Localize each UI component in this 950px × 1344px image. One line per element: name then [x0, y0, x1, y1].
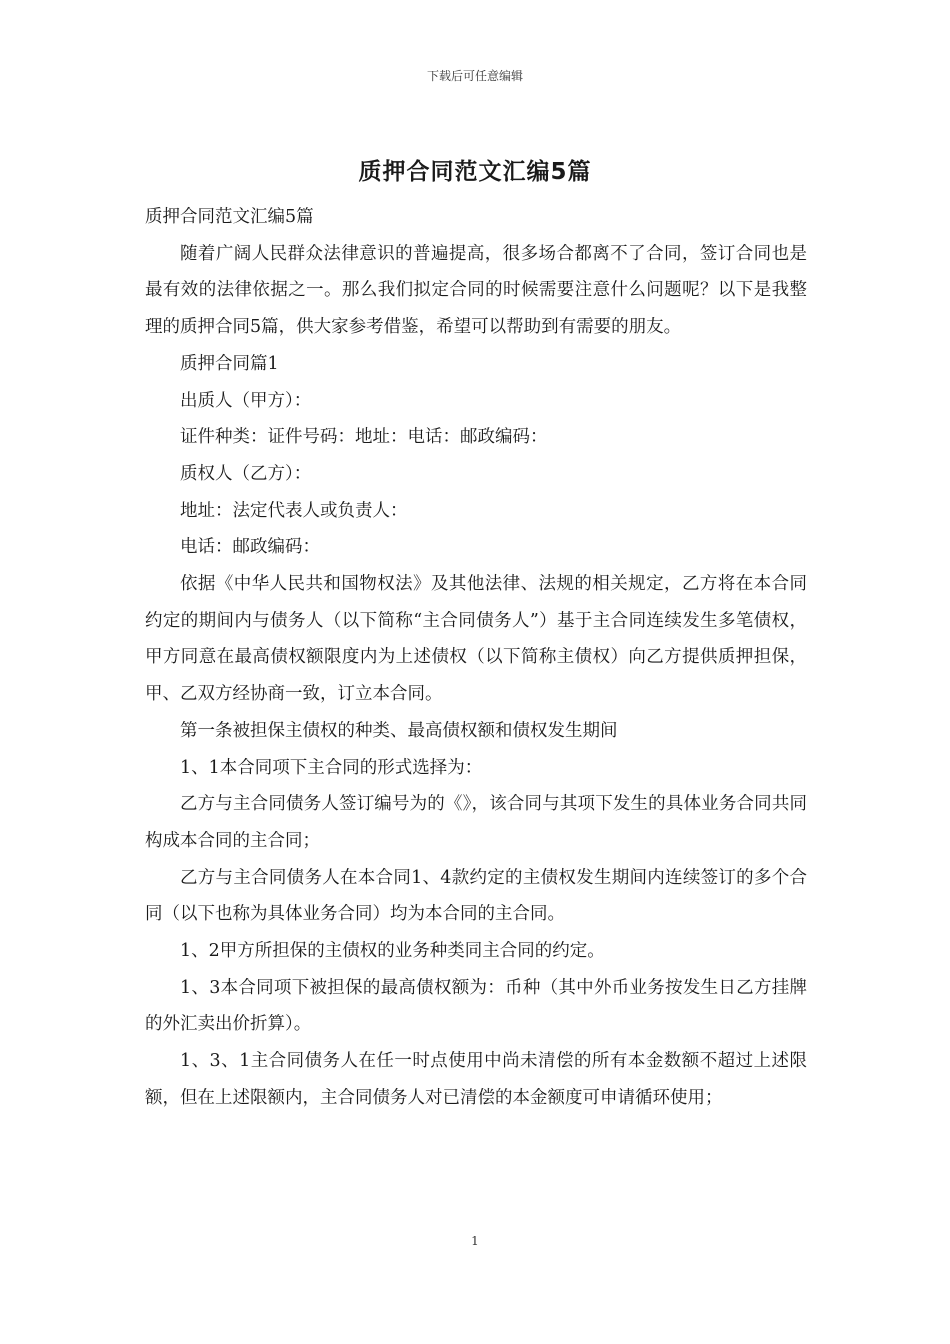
pledgor-line: 出质人（甲方）：	[180, 390, 312, 411]
page-header-note: 下载后可任意编辑	[426, 69, 523, 83]
clause-1-2: 1、2甲方所担保的主债权的业务种类同主合同的约定。	[180, 941, 605, 962]
document-body	[145, 199, 807, 1117]
intro-paragraph: 随着广阔人民群众法律意识的普遍提高，很多场合都离不了合同，签订合同也是最有效的法律依据之一。那么我们拟定合同的时候需要注意什么问题呢？以下是我整理的质押合同5篇，供大家参考借鉴，希望可以帮助到有需要的朋友。	[145, 243, 807, 338]
article-one-heading: 第一条被担保主债权的种类、最高债权额和债权发生期间	[180, 720, 618, 741]
pledgee-phone-line: 电话：邮政编码：	[180, 537, 320, 558]
clause-1-3: 1、3本合同项下被担保的最高债权额为：币种（其中外币业务按发生日乙方挂牌的外汇卖出价折算）。	[145, 977, 807, 1035]
subtitle-paragraph: 质押合同范文汇编5篇	[145, 207, 314, 227]
pledgee-line: 质权人（乙方）：	[180, 463, 312, 484]
document-title: 质押合同范文汇编5篇	[358, 159, 592, 185]
pledgee-address-line: 地址：法定代表人或负责人：	[180, 500, 408, 521]
pledgor-details-line: 证件种类：证件号码：地址：电话：邮政编码：	[180, 427, 548, 448]
section-heading: 质押合同篇1	[180, 353, 279, 374]
clause-1-1-option-b: 乙方与主合同债务人在本合同1、4款约定的主债权发生期间内连续签订的多个合同（以下也称为具体业务合同）均为本合同的主合同。	[145, 867, 807, 925]
basis-paragraph: 依据《中华人民共和国物权法》及其他法律、法规的相关规定，乙方将在本合同约定的期间内与债务人（以下简称“主合同债务人”）基于主合同连续发生多笔债权，甲方同意在最高债权额限度内为上述债权（以下简称主债权）向乙方提供质押担保，甲、乙双方经协商一致，订立本合同。	[145, 574, 807, 705]
clause-1-3-1: 1、3、1主合同债务人在任一时点使用中尚未清偿的所有本金数额不超过上述限额，但在上述限额内，主合同债务人对已清偿的本金额度可申请循环使用；	[145, 1051, 807, 1108]
page-number: 1	[471, 1234, 479, 1248]
clause-1-1-option-a: 乙方与主合同债务人签订编号为的《》，该合同与其项下发生的具体业务合同共同构成本合同的主合同；	[145, 794, 807, 851]
clause-1-1: 1、1本合同项下主合同的形式选择为：	[180, 757, 483, 778]
